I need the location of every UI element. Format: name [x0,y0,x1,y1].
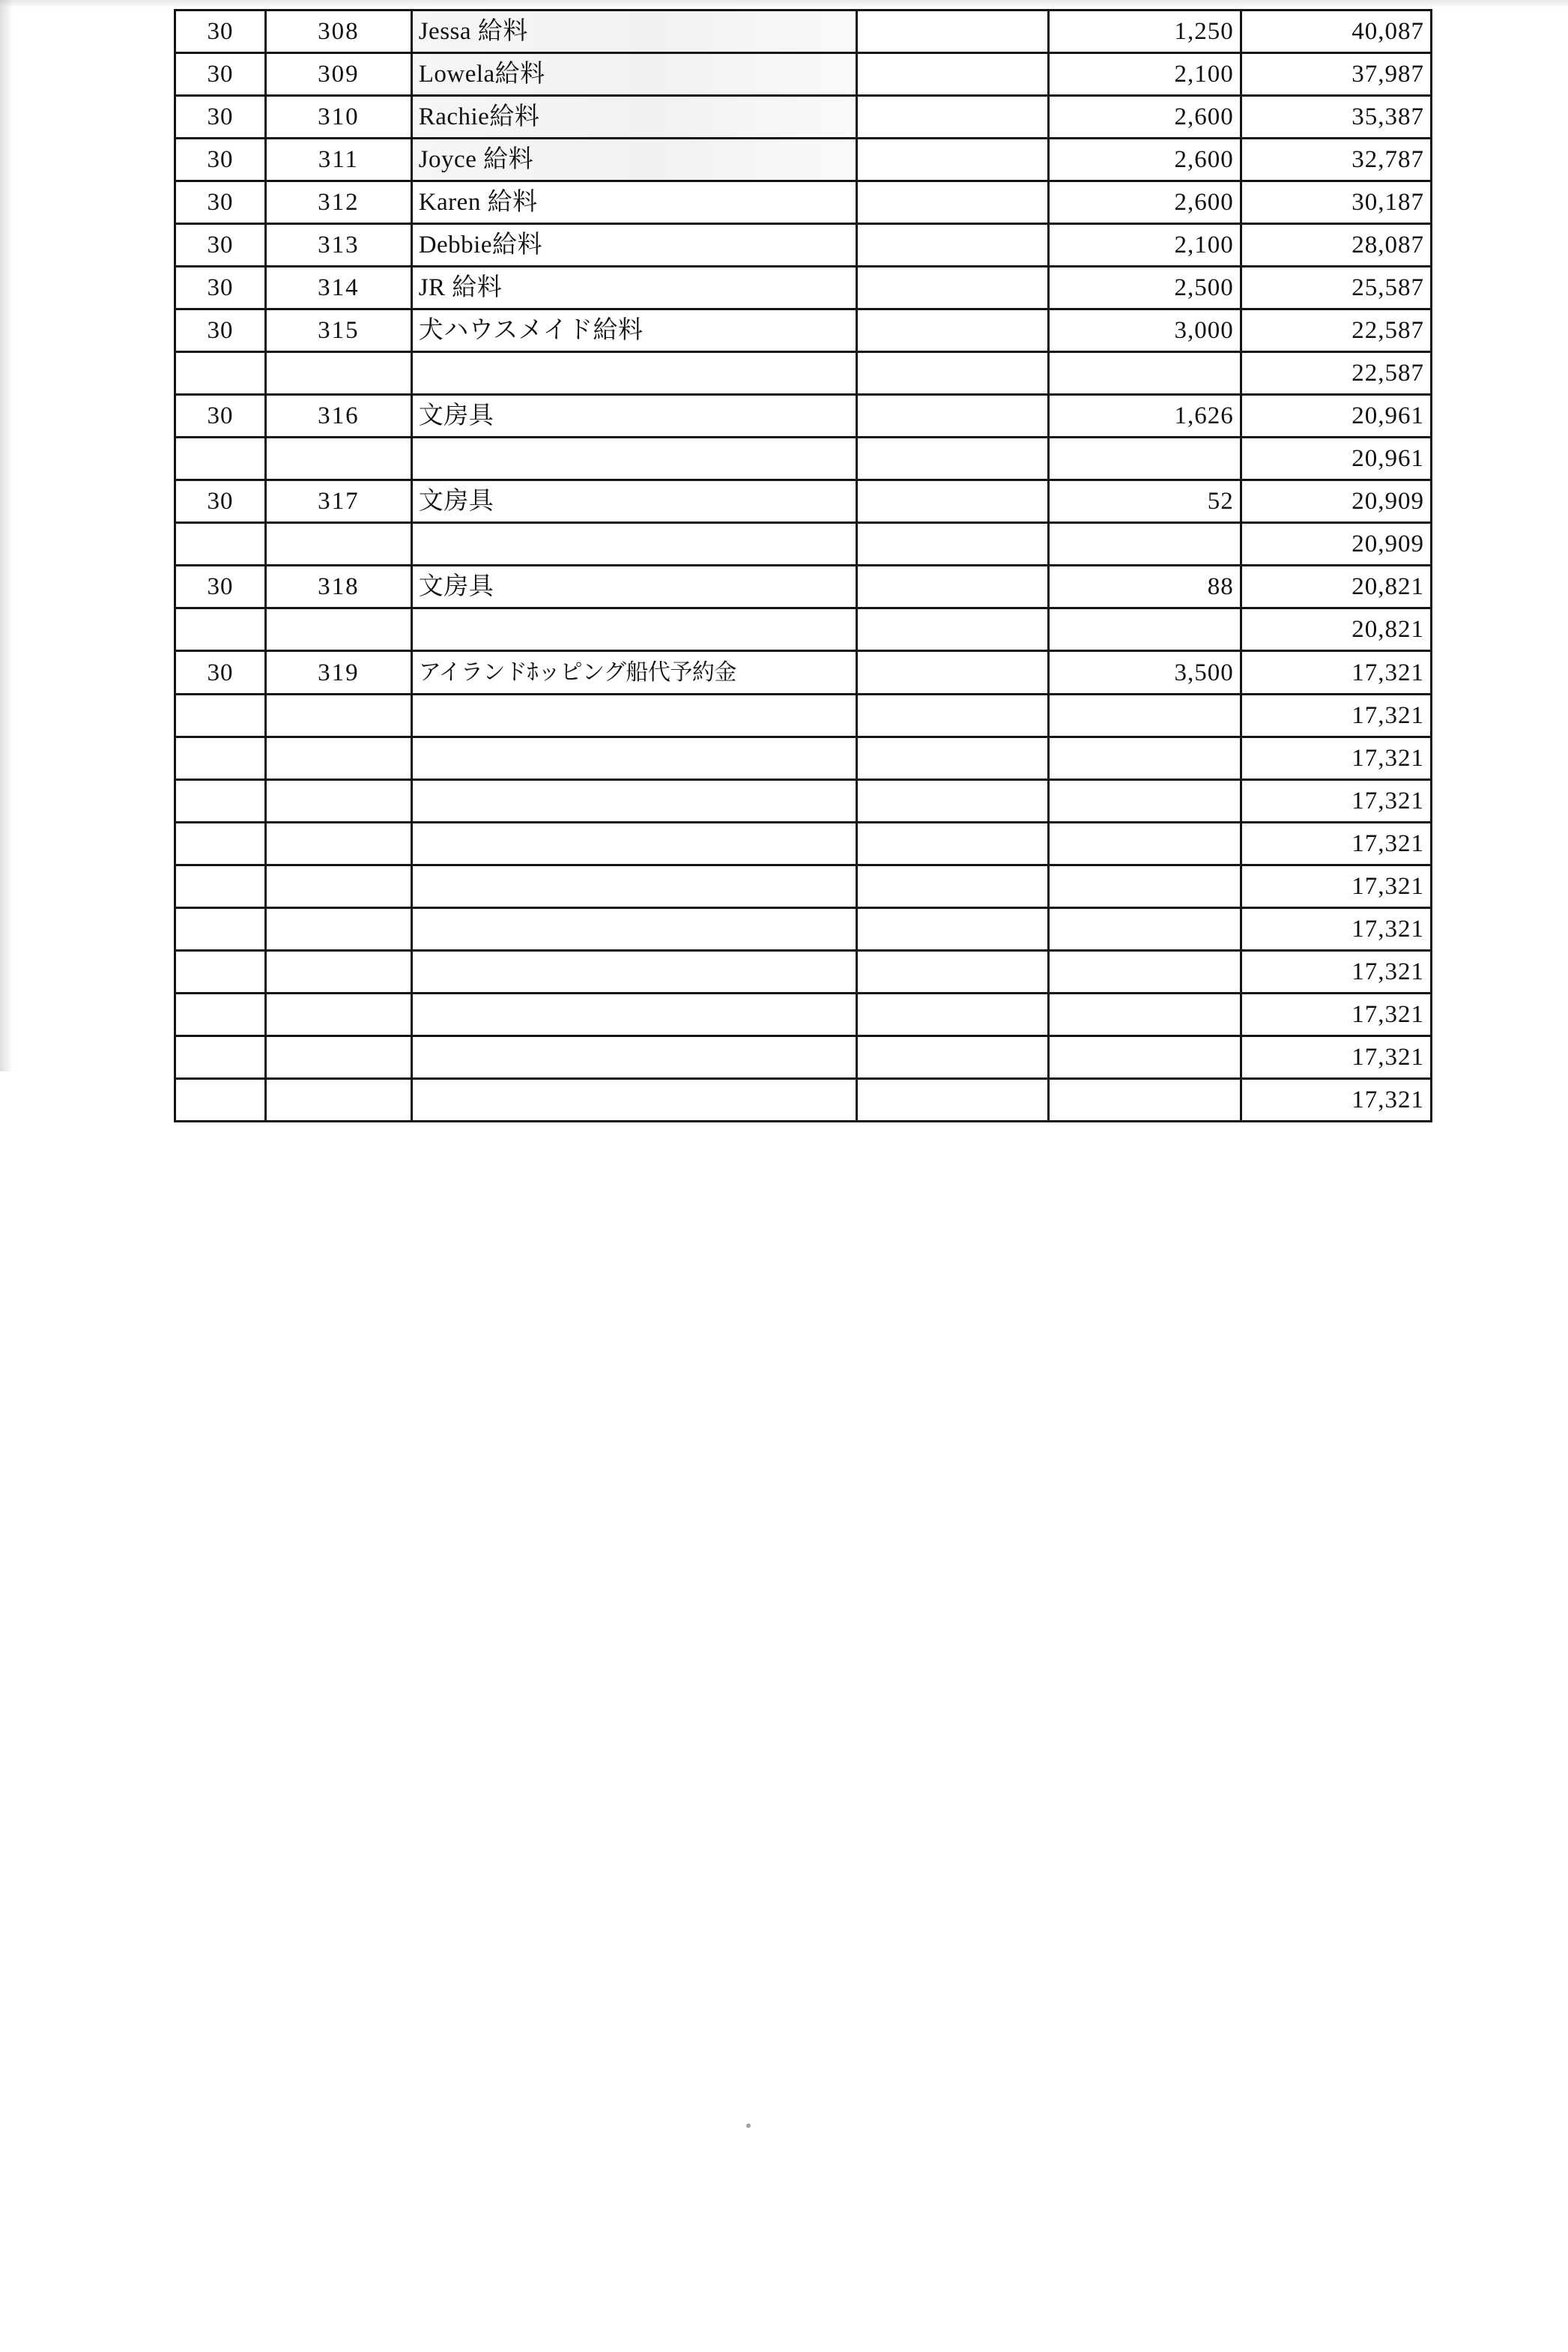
table-row [175,865,1432,908]
cell-description [411,951,857,994]
table-row [175,267,1432,309]
cell-description [411,994,857,1036]
cell-description-text: アイランドﾎッピング船代予約金 [418,660,736,685]
cell-date: 30 [175,224,266,267]
cell-voucher-no [265,865,411,908]
cell-balance: 37,987 [1241,53,1431,96]
table-row [175,96,1432,139]
cell-date [175,438,266,480]
cell-voucher-no [265,695,411,737]
cell-balance: 20,909 [1241,523,1431,566]
cell-voucher-no [265,951,411,994]
cell-amount [1049,951,1241,994]
cell-date [175,737,266,780]
cell-date [175,695,266,737]
cell-voucher-no [265,780,411,823]
cell-date: 30 [175,96,266,139]
cell-note [857,438,1049,480]
cell-description [411,523,857,566]
cell-description [411,1036,857,1079]
cell-voucher-no: 309 [265,53,411,96]
cell-description [411,139,857,181]
cell-amount [1049,908,1241,951]
cell-date [175,780,266,823]
cell-voucher-no: 311 [265,139,411,181]
cell-date [175,994,266,1036]
table-row [175,695,1432,737]
cell-date: 30 [175,480,266,523]
cell-balance: 35,387 [1241,96,1431,139]
cell-note [857,224,1049,267]
cell-balance: 17,321 [1241,1036,1431,1079]
cell-amount [1049,352,1241,395]
table-row [175,1036,1432,1079]
cell-note [857,1079,1049,1122]
scan-edge-top [0,0,1568,7]
cell-date [175,865,266,908]
cell-description-text: 犬ハウスメイド給料 [418,317,644,344]
cell-note [857,480,1049,523]
cell-description [411,695,857,737]
ledger-table-body [175,10,1432,1122]
table-row [175,139,1432,181]
table-row [175,737,1432,780]
cell-balance: 17,321 [1241,823,1431,865]
cell-balance: 17,321 [1241,994,1431,1036]
table-row [175,395,1432,438]
cell-description [411,865,857,908]
cell-description [411,309,857,352]
cell-balance: 30,187 [1241,181,1431,224]
cell-amount: 2,500 [1049,267,1241,309]
cell-balance: 40,087 [1241,10,1431,53]
cell-date [175,1036,266,1079]
cell-date [175,908,266,951]
cell-description-text: Rachie給料 [418,103,540,130]
cell-balance: 22,587 [1241,309,1431,352]
cell-amount [1049,1079,1241,1122]
cell-amount [1049,438,1241,480]
cell-description [411,96,857,139]
cell-description [411,780,857,823]
cell-voucher-no [265,737,411,780]
cell-note [857,523,1049,566]
cell-balance: 17,321 [1241,1079,1431,1122]
cell-balance: 17,321 [1241,737,1431,780]
cell-description-text: Karen 給料 [418,189,538,216]
cell-date [175,1079,266,1122]
cell-description [411,352,857,395]
table-row [175,181,1432,224]
cell-note [857,695,1049,737]
cell-description [411,224,857,267]
cell-date: 30 [175,309,266,352]
cell-balance: 17,321 [1241,651,1431,695]
table-row [175,480,1432,523]
cell-date: 30 [175,181,266,224]
cell-amount: 3,500 [1049,651,1241,695]
cell-voucher-no [265,1079,411,1122]
table-row [175,523,1432,566]
table-row [175,780,1432,823]
cell-description-text: Jessa 給料 [418,18,528,45]
cell-description-text: Debbie給料 [418,232,542,259]
cell-amount: 1,250 [1049,10,1241,53]
cell-description [411,267,857,309]
cell-amount [1049,695,1241,737]
cell-balance: 20,821 [1241,566,1431,608]
cell-note [857,823,1049,865]
cell-amount [1049,608,1241,651]
cell-note [857,139,1049,181]
ledger-table [174,9,1432,1122]
cell-balance: 17,321 [1241,951,1431,994]
cell-voucher-no: 318 [265,566,411,608]
cell-description [411,651,857,695]
cell-balance: 20,909 [1241,480,1431,523]
cell-date: 30 [175,566,266,608]
cell-description-text: Joyce 給料 [418,146,534,173]
cell-description [411,395,857,438]
ledger-table-container [174,9,1432,1122]
cell-voucher-no: 314 [265,267,411,309]
cell-note [857,951,1049,994]
cell-amount: 2,600 [1049,96,1241,139]
cell-note [857,651,1049,695]
cell-amount [1049,523,1241,566]
cell-note [857,10,1049,53]
cell-description-text: JR 給料 [418,274,503,301]
cell-description [411,823,857,865]
cell-balance: 20,961 [1241,395,1431,438]
cell-voucher-no [265,1036,411,1079]
cell-amount: 2,100 [1049,53,1241,96]
cell-balance: 22,587 [1241,352,1431,395]
cell-description [411,10,857,53]
cell-voucher-no [265,908,411,951]
cell-note [857,608,1049,651]
cell-balance: 17,321 [1241,780,1431,823]
cell-balance: 20,961 [1241,438,1431,480]
cell-description-text: 文房具 [418,488,494,515]
cell-voucher-no: 308 [265,10,411,53]
cell-date: 30 [175,651,266,695]
table-row [175,994,1432,1036]
cell-description [411,438,857,480]
cell-description [411,608,857,651]
table-row [175,224,1432,267]
cell-description [411,53,857,96]
cell-amount: 88 [1049,566,1241,608]
cell-description [411,181,857,224]
cell-amount: 3,000 [1049,309,1241,352]
cell-voucher-no: 317 [265,480,411,523]
table-row [175,951,1432,994]
cell-amount: 1,626 [1049,395,1241,438]
cell-note [857,737,1049,780]
cell-amount: 2,600 [1049,181,1241,224]
cell-amount [1049,1036,1241,1079]
table-row [175,438,1432,480]
cell-date [175,608,266,651]
cell-date [175,352,266,395]
cell-note [857,181,1049,224]
cell-note [857,566,1049,608]
cell-date: 30 [175,139,266,181]
cell-amount [1049,865,1241,908]
cell-voucher-no [265,438,411,480]
cell-note [857,53,1049,96]
cell-description [411,737,857,780]
cell-amount: 52 [1049,480,1241,523]
table-row [175,352,1432,395]
cell-description-text: 文房具 [418,402,494,429]
cell-amount [1049,737,1241,780]
cell-balance: 32,787 [1241,139,1431,181]
cell-date: 30 [175,395,266,438]
cell-balance: 17,321 [1241,865,1431,908]
cell-voucher-no: 319 [265,651,411,695]
cell-note [857,309,1049,352]
cell-voucher-no [265,608,411,651]
scan-edge-left [0,0,13,1071]
cell-description [411,480,857,523]
table-row [175,309,1432,352]
cell-date [175,951,266,994]
cell-voucher-no: 316 [265,395,411,438]
table-row [175,651,1432,695]
cell-note [857,780,1049,823]
cell-description [411,908,857,951]
cell-voucher-no: 313 [265,224,411,267]
cell-date: 30 [175,267,266,309]
cell-voucher-no: 310 [265,96,411,139]
table-row [175,1079,1432,1122]
cell-amount [1049,823,1241,865]
cell-amount [1049,994,1241,1036]
table-row [175,53,1432,96]
cell-amount: 2,600 [1049,139,1241,181]
cell-note [857,395,1049,438]
cell-note [857,96,1049,139]
cell-date [175,523,266,566]
cell-description [411,1079,857,1122]
cell-note [857,267,1049,309]
cell-voucher-no: 312 [265,181,411,224]
cell-date [175,823,266,865]
cell-note [857,908,1049,951]
cell-balance: 25,587 [1241,267,1431,309]
scan-speck [746,2123,751,2128]
cell-note [857,1036,1049,1079]
cell-amount: 2,100 [1049,224,1241,267]
table-row [175,608,1432,651]
cell-date: 30 [175,53,266,96]
cell-balance: 17,321 [1241,908,1431,951]
cell-description-text: Lowela給料 [418,61,545,88]
cell-voucher-no [265,823,411,865]
cell-note [857,994,1049,1036]
cell-balance: 28,087 [1241,224,1431,267]
table-row [175,566,1432,608]
cell-description [411,566,857,608]
cell-note [857,352,1049,395]
cell-voucher-no [265,523,411,566]
table-row [175,10,1432,53]
table-row [175,908,1432,951]
cell-voucher-no [265,352,411,395]
cell-date: 30 [175,10,266,53]
cell-description-text: 文房具 [418,573,494,600]
cell-voucher-no [265,994,411,1036]
cell-voucher-no: 315 [265,309,411,352]
cell-balance: 17,321 [1241,695,1431,737]
cell-balance: 20,821 [1241,608,1431,651]
table-row [175,823,1432,865]
cell-note [857,865,1049,908]
cell-amount [1049,780,1241,823]
